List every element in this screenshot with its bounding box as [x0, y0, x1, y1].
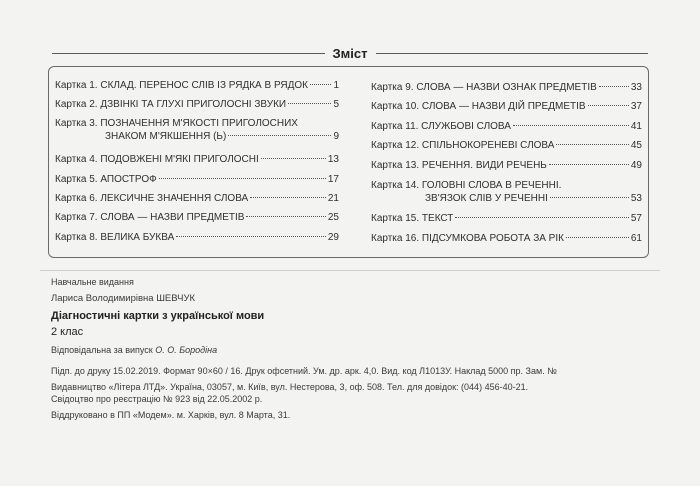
- edition-type: Навчальне видання: [51, 277, 134, 287]
- toc-entry-label: Картка 4. ПОДОВЖЕНІ М'ЯКІ ПРИГОЛОСНІ: [55, 154, 259, 165]
- toc-entry: [371, 212, 642, 225]
- toc-entry-label: Картка 12. СПІЛЬНОКОРЕНЕВІ СЛОВА: [371, 140, 555, 151]
- toc-entry: [371, 81, 642, 94]
- leader-dots: [288, 103, 331, 104]
- toc-entry-label-continued: ЗВ'ЯЗОК СЛІВ У РЕЧЕННІ: [425, 193, 548, 204]
- leader-dots: [250, 197, 326, 198]
- toc-entry: [55, 153, 339, 166]
- toc-entry-page: 29: [327, 232, 339, 243]
- toc-entry-page: 45: [630, 140, 642, 151]
- toc-entry: [371, 159, 642, 172]
- toc-entry: [55, 173, 339, 186]
- leader-dots: [566, 237, 629, 238]
- toc-entry-page: 5: [333, 99, 339, 110]
- toc-entry-page: 37: [630, 101, 642, 112]
- toc-entry: [55, 117, 339, 143]
- toc-entry: [55, 231, 339, 244]
- toc-entry-page: 13: [327, 154, 339, 165]
- toc-entry-page: 57: [630, 213, 642, 224]
- toc-entry-label: Картка 1. СКЛАД. ПЕРЕНОС СЛІВ ІЗ РЯДКА В РЯДОК: [55, 80, 308, 91]
- print-info: Підп. до друку 15.02.2019. Формат 90×60 / 16. Друк офсетний. Ум. др. арк. 4,0. Вид. код Л1013У. Наклад 5000 пр. Зам. №: [51, 366, 557, 376]
- toc-entry-label: Картка 15. ТЕКСТ: [371, 213, 454, 224]
- toc-entry-page: 21: [327, 193, 339, 204]
- toc-entry-page: 1: [333, 80, 339, 91]
- responsible-editor: [51, 345, 217, 355]
- book-title: Діагностичні картки з української мови: [51, 310, 265, 322]
- toc-entry: [371, 100, 642, 113]
- toc-entry-label: Картка 3. ПОЗНАЧЕННЯ М'ЯКОСТІ ПРИГОЛОСНИХ: [55, 118, 298, 129]
- leader-dots: [261, 158, 326, 159]
- toc-entry-label: Картка 11. СЛУЖБОВІ СЛОВА: [371, 121, 511, 132]
- leader-dots: [159, 178, 326, 179]
- printer-info: Віддруковано в ПП «Модем». м. Харків, вул. 8 Марта, 31.: [51, 410, 291, 420]
- toc-title: Зміст: [332, 45, 368, 61]
- registration-certificate: Свідоцтво про реєстрацію № 923 від 22.05.2002 р.: [51, 394, 263, 404]
- toc-entry-page: 61: [630, 233, 642, 244]
- toc-entry-label: Картка 13. РЕЧЕННЯ. ВИДИ РЕЧЕНЬ: [371, 160, 547, 171]
- toc-entry: [55, 211, 339, 224]
- section-divider: [40, 270, 660, 271]
- leader-dots: [550, 197, 629, 198]
- toc-entry-page: 49: [630, 160, 642, 171]
- responsible-label: Відповідальна за випуск: [51, 345, 153, 355]
- leader-dots: [549, 164, 629, 165]
- publisher-info: Видавництво «Літера ЛТД». Україна, 03057, м. Київ, вул. Нестерова, 3, оф. 508. Тел. для довідок: (044) 456-40-21.: [51, 382, 529, 392]
- header-rule-left: [52, 53, 325, 54]
- toc-entry: [55, 79, 339, 92]
- toc-entry: [55, 98, 339, 111]
- toc-entry-page: 25: [327, 212, 339, 223]
- toc-entry-page: 17: [327, 174, 339, 185]
- toc-entry-label: Картка 8. ВЕЛИКА БУКВА: [55, 232, 175, 243]
- toc-entry-page: 41: [630, 121, 642, 132]
- toc-box: [48, 66, 649, 258]
- leader-dots: [228, 135, 331, 136]
- leader-dots: [599, 86, 629, 87]
- leader-dots: [556, 144, 628, 145]
- toc-entry-label: Картка 14. ГОЛОВНІ СЛОВА В РЕЧЕННІ.: [371, 180, 562, 191]
- responsible-name: О. О. Бородіна: [155, 345, 218, 355]
- toc-entry-label: Картка 5. АПОСТРОФ: [55, 174, 157, 185]
- toc-entry-label: Картка 6. ЛЕКСИЧНЕ ЗНАЧЕННЯ СЛОВА: [55, 193, 249, 204]
- leader-dots: [513, 125, 629, 126]
- toc-entry: [371, 139, 642, 152]
- author-name: Лариса Володимирівна ШЕВЧУК: [51, 293, 196, 304]
- header-rule-right: [376, 53, 649, 54]
- toc-entry: [371, 179, 642, 205]
- toc-entry-label-continued: ЗНАКОМ М'ЯКШЕННЯ (Ь): [105, 131, 227, 142]
- toc-entry-label: Картка 9. СЛОВА — НАЗВИ ОЗНАК ПРЕДМЕТІВ: [371, 82, 597, 93]
- leader-dots: [588, 105, 629, 106]
- leader-dots: [310, 84, 331, 85]
- toc-entry-label: Картка 10. СЛОВА — НАЗВИ ДІЙ ПРЕДМЕТІВ: [371, 101, 586, 112]
- toc-entry-page: 9: [333, 131, 339, 142]
- leader-dots: [246, 216, 325, 217]
- toc-header: [52, 44, 648, 62]
- toc-entry-label: Картка 16. ПІДСУМКОВА РОБОТА ЗА РІК: [371, 233, 564, 244]
- toc-entry: [371, 232, 642, 245]
- toc-entry: [55, 192, 339, 205]
- toc-entry: [371, 120, 642, 133]
- toc-entry-label: Картка 2. ДЗВІНКІ ТА ГЛУХІ ПРИГОЛОСНІ ЗВУКИ: [55, 99, 287, 110]
- toc-entry-label: Картка 7. СЛОВА — НАЗВИ ПРЕДМЕТІВ: [55, 212, 245, 223]
- toc-entry-page: 53: [630, 193, 642, 204]
- grade: 2 клас: [51, 326, 84, 338]
- toc-entry-page: 33: [630, 82, 642, 93]
- leader-dots: [455, 217, 628, 218]
- leader-dots: [176, 236, 326, 237]
